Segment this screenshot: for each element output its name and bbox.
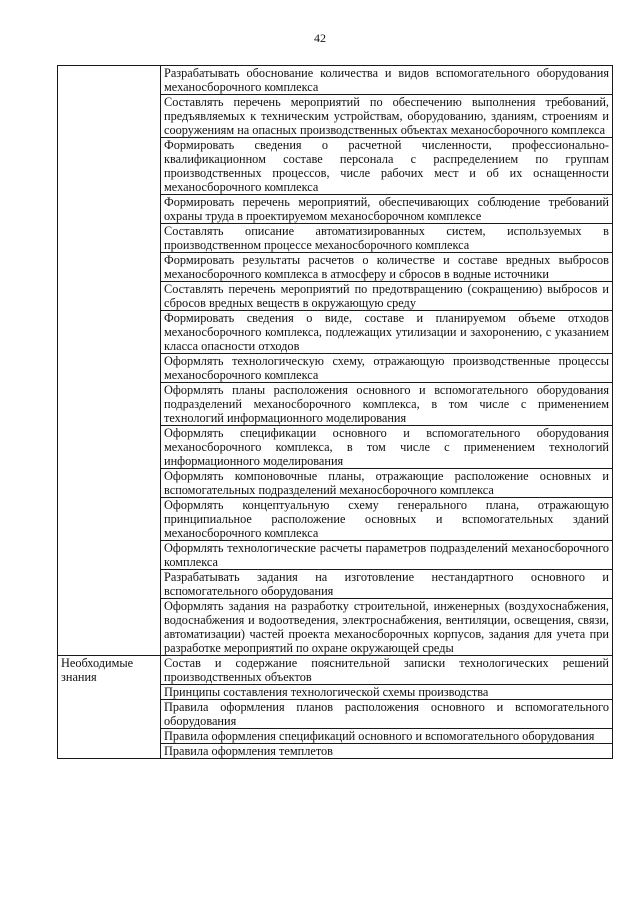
- item-cell: Разрабатывать задания на изготовление нестандартного основного и вспомогательного оборудования: [161, 570, 613, 599]
- item-cell: Правила оформления планов расположения основного и вспомогательного оборудования: [161, 700, 613, 729]
- competency-table: [57, 65, 613, 759]
- item-cell: Правила оформления спецификаций основного и вспомогательного оборудования: [161, 729, 613, 744]
- group-label-cell: Необходимые знания: [58, 656, 161, 759]
- item-cell: Формировать перечень мероприятий, обеспечивающих соблюдение требований охраны труда в проектируемом механосборочном комплексе: [161, 195, 613, 224]
- item-cell: Формировать результаты расчетов о количестве и составе вредных выбросов механосборочного комплекса в атмосферу и сбросов в водные источники: [161, 253, 613, 282]
- item-cell: Оформлять технологические расчеты параметров подразделений механосборочного комплекса: [161, 541, 613, 570]
- item-cell: Правила оформления темплетов: [161, 744, 613, 759]
- table-body: [58, 66, 613, 759]
- item-cell: Формировать сведения о расчетной численности, профессионально-квалификационном составе персонала с распределением по группам производственных процессов, числе рабочих мест и об их оснащенности механосборочного комплекса: [161, 138, 613, 195]
- item-cell: Составлять перечень мероприятий по предотвращению (сокращению) выбросов и сбросов вредных веществ в окружающую среду: [161, 282, 613, 311]
- item-cell: Оформлять концептуальную схему генерального плана, отражающую принципиальное расположение основных и вспомогательных зданий механосборочного комплекса: [161, 498, 613, 541]
- item-cell: Оформлять спецификации основного и вспомогательного оборудования механосборочного комплекса, в том числе с применением технологий информационного моделирования: [161, 426, 613, 469]
- item-cell: Оформлять задания на разработку строительной, инженерных (воздухоснабжения, водоснабжения и водоотведения, электроснабжения, вентиляции, освещения, связи, автоматизации) частей проекта механосборочных корпусов, задания для учета при разработке мероприятий по охране окружающей среды: [161, 599, 613, 656]
- group-label-cell: [58, 66, 161, 656]
- item-cell: Составлять перечень мероприятий по обеспечению выполнения требований, предъявляемых к техническим устройствам, оборудованию, зданиям, строениям и сооружениям на опасных производственных объектах механосборочного комплекса: [161, 95, 613, 138]
- page-number: 42: [314, 31, 326, 45]
- table-row: [58, 656, 613, 685]
- item-cell: Формировать сведения о виде, составе и планируемом объеме отходов механосборочного комплекса, подлежащих утилизации и захоронению, с указанием класса опасности отходов: [161, 311, 613, 354]
- table-row: [58, 66, 613, 95]
- item-cell: Оформлять компоновочные планы, отражающие расположение основных и вспомогательных подразделений механосборочного комплекса: [161, 469, 613, 498]
- item-cell: Оформлять технологическую схему, отражающую производственные процессы механосборочного комплекса: [161, 354, 613, 383]
- item-cell: Оформлять планы расположения основного и вспомогательного оборудования подразделений механосборочного комплекса, в том числе с применением технологий информационного моделирования: [161, 383, 613, 426]
- item-cell: Составлять описание автоматизированных систем, используемых в производственном процессе механосборочного комплекса: [161, 224, 613, 253]
- item-cell: Принципы составления технологической схемы производства: [161, 685, 613, 700]
- item-cell: Состав и содержание пояснительной записки технологических решений производственных объектов: [161, 656, 613, 685]
- item-cell: Разрабатывать обоснование количества и видов вспомогательного оборудования механосборочного комплекса: [161, 66, 613, 95]
